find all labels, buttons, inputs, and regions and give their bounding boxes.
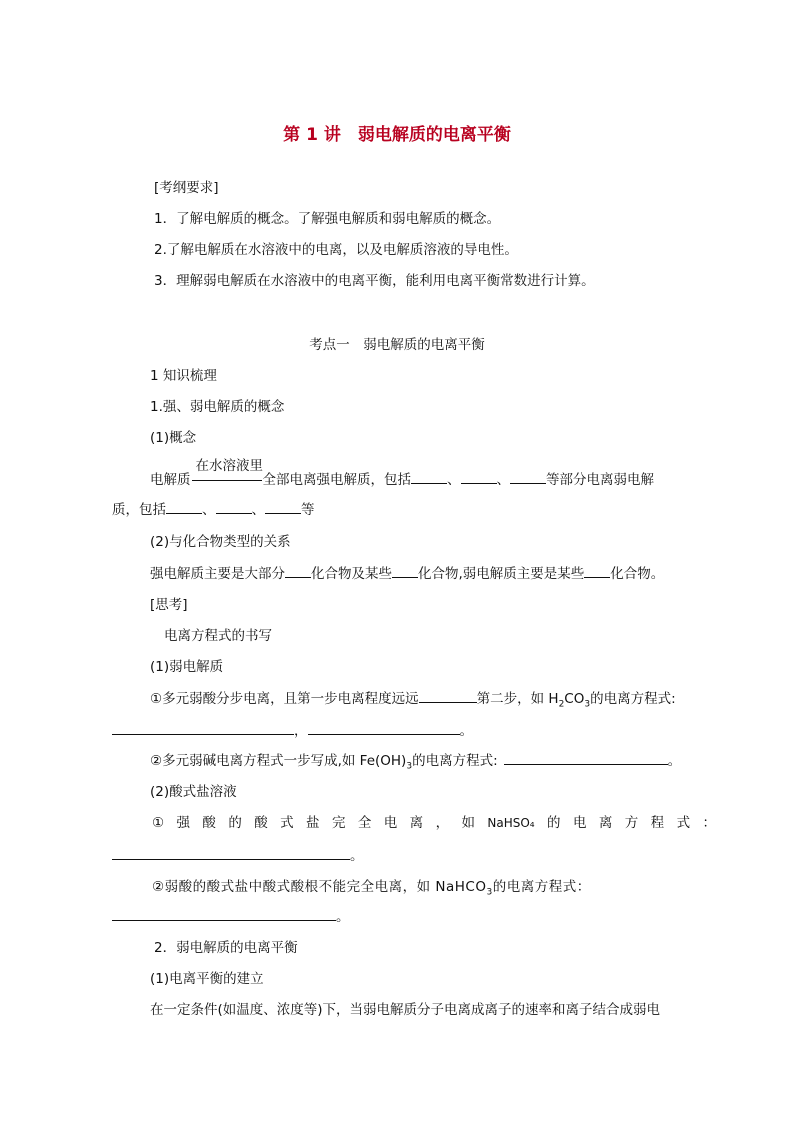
item-3-char: ：: [702, 815, 716, 831]
blank-field[interactable]: [584, 564, 610, 578]
item-3-char: 离: [598, 815, 613, 831]
item-3-char: 酸: [202, 815, 216, 831]
subscript: 3: [486, 887, 493, 898]
subscript: 2: [558, 699, 565, 710]
blank-field[interactable]: [216, 500, 252, 514]
item-3-char: 盐: [306, 815, 320, 831]
relation-text-c: 化合物,弱电解质主要是某些: [418, 566, 585, 582]
item-4-text-b: 的电离方程式：: [492, 879, 591, 895]
item-3-char: 的: [228, 815, 242, 831]
period: 。: [336, 909, 350, 925]
section-title: 考点一 弱电解质的电离平衡: [309, 337, 485, 353]
equilibrium-heading: 2．弱电解质的电离平衡: [154, 940, 298, 956]
blank-field[interactable]: [510, 470, 546, 484]
blank-field[interactable]: [265, 500, 301, 514]
weak-electrolyte-subheading: (1)弱电解质: [150, 659, 224, 675]
blank-field[interactable]: [419, 689, 477, 703]
acid-salt-subheading: (2)酸式盐溶液: [150, 784, 237, 800]
item-3-char: 强: [176, 815, 191, 831]
item-3-char: 程: [650, 815, 665, 831]
requirements-heading: [考纲要求]: [154, 180, 219, 196]
concept-strong-text: 全部电离强电解质，包括: [262, 472, 411, 488]
blank-field[interactable]: [411, 470, 447, 484]
blank-field[interactable]: [392, 564, 418, 578]
ionization-arrow: [192, 458, 263, 481]
page-title: 第 1 讲 弱电解质的电离平衡: [283, 125, 511, 145]
period: 。: [350, 848, 364, 864]
period: 。: [459, 723, 473, 739]
separator: 、: [496, 472, 510, 488]
item-1-line: [150, 689, 676, 715]
item-3-char: 的: [547, 815, 561, 831]
item-1-text-d: 的电离方程式:: [590, 691, 676, 707]
item-3-char: 式: [676, 815, 691, 831]
comma: ，: [294, 723, 308, 739]
concept-subheading: (1)概念: [150, 430, 197, 446]
concept-weak-text: 等部分电离弱电解: [546, 472, 654, 488]
concept-start: 电解质: [150, 472, 191, 488]
blank-field[interactable]: [166, 500, 202, 514]
blank-field[interactable]: [504, 751, 668, 765]
period: 。: [667, 753, 682, 769]
blank-field[interactable]: [461, 470, 497, 484]
item-3-char: 如: [461, 815, 475, 831]
separator: 、: [251, 502, 265, 518]
item-3-char: 方: [624, 815, 639, 831]
item-1-text-a: ①多元弱酸分步电离，且第一步电离程度远远: [150, 691, 419, 707]
item-2-text-a: ②多元弱碱电离方程式一步写成,如 Fe(OH): [150, 753, 407, 769]
requirement-item-1: 1．了解电解质的概念。了解强电解质和弱电解质的概念。: [154, 211, 501, 227]
item-3-char: 电: [383, 815, 398, 831]
item-1-text-b: 第二步，如 H: [476, 691, 559, 707]
concept-line2-tail: 等: [301, 502, 315, 518]
item-3-char: 离: [409, 815, 424, 831]
relation-subheading: (2)与化合物类型的关系: [150, 534, 291, 550]
item-3-answer-line: [112, 846, 364, 866]
equilibrium-text: 在一定条件(如温度、浓度等)下，当弱电解质分子电离成离子的速率和离子结合成弱电: [150, 1002, 661, 1018]
think-title: 电离方程式的书写: [164, 628, 272, 644]
item-3-char: 酸: [254, 815, 268, 831]
item-3-char: 电: [572, 815, 587, 831]
relation-text-b: 化合物及某些: [311, 566, 392, 582]
requirement-item-2: 2.了解电解质在水溶液中的电离，以及电解质溶液的导电性。: [154, 242, 518, 258]
item-3-char: ，: [435, 815, 450, 831]
blank-field[interactable]: [308, 721, 460, 735]
relation-text-a: 强电解质主要是大部分: [150, 566, 285, 582]
item-2-line: [150, 751, 681, 777]
item-3-formula: NaHSO₄: [487, 816, 535, 830]
subscript: 3: [584, 699, 591, 710]
item-1-text-c: CO: [564, 691, 585, 707]
think-heading: [思考]: [150, 597, 188, 613]
blank-field[interactable]: [285, 564, 311, 578]
arrow-label: 在水溶液里: [195, 458, 263, 474]
item-3-char: ①: [152, 815, 165, 831]
equilibrium-subheading: (1)电离平衡的建立: [150, 971, 264, 987]
relation-text-d: 化合物。: [610, 566, 665, 582]
item-3-char: 全: [357, 815, 372, 831]
concept-line-2: [112, 500, 315, 520]
separator: 、: [202, 502, 216, 518]
knowledge-heading: 1 知识梳理: [150, 368, 217, 384]
subscript: 3: [406, 761, 413, 772]
blank-field[interactable]: [112, 907, 336, 921]
blank-field[interactable]: [112, 721, 294, 735]
item-4-line: [152, 877, 591, 903]
item-2-text-b: 的电离方程式:: [412, 753, 498, 769]
item-1-answer-line: [112, 721, 473, 741]
item-4-answer-line: [112, 907, 350, 927]
requirement-item-3: 3．理解弱电解质在水溶液中的电离平衡，能利用电离平衡常数进行计算。: [154, 273, 595, 289]
relation-line: [150, 564, 664, 584]
blank-field[interactable]: [112, 846, 350, 860]
strong-weak-heading: 1.强、弱电解质的概念: [150, 399, 285, 415]
concept-line2-start: 质，包括: [112, 502, 166, 518]
item-3-char: 完: [331, 815, 346, 831]
separator: 、: [447, 472, 461, 488]
item-3-line: [152, 813, 716, 833]
item-4-text-a: ②弱酸的酸式盐中酸式酸根不能完全电离，如 NaHCO: [152, 879, 487, 895]
item-3-char: 式: [280, 815, 294, 831]
concept-line-1: [150, 458, 654, 490]
